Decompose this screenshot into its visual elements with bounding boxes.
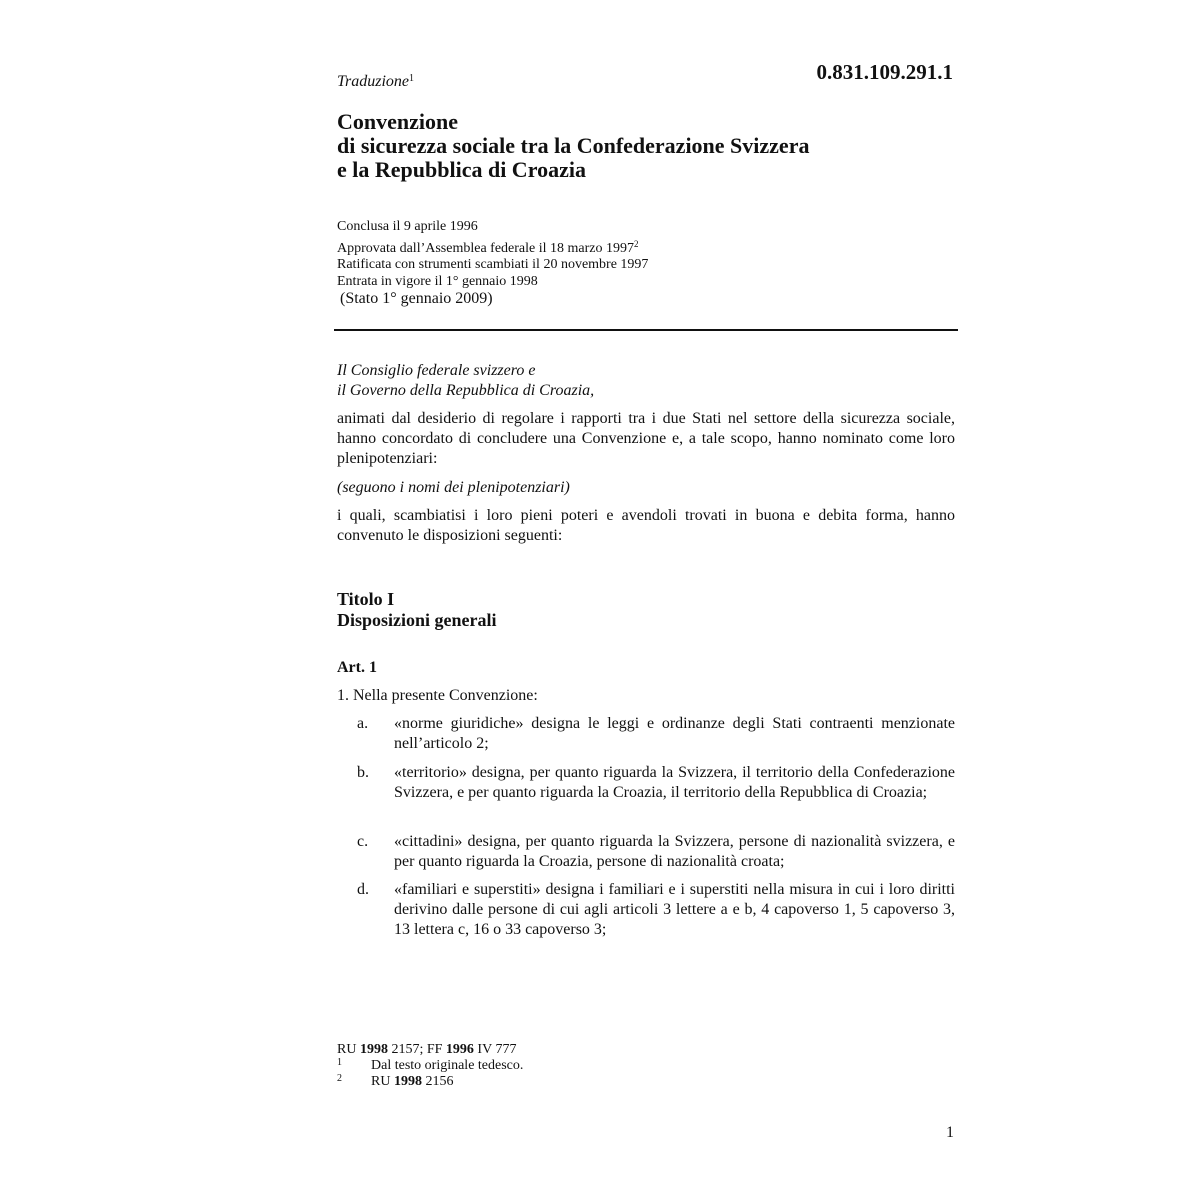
footnote-number: 2 bbox=[337, 1073, 342, 1084]
definition-text: «familiari e superstiti» designa i familiari e i superstiti nella misura in cui i loro diritti derivino dalle persone di cui agli articoli 3 lettere a e b, 4 capoverso 1, 5 capoverso 3, 13 lettera c, 16 o 33 capoverso 3; bbox=[394, 881, 955, 938]
title-number: Titolo I bbox=[337, 589, 395, 609]
header-divider bbox=[334, 329, 958, 331]
definition-text: «norme giuridiche» designa le leggi e ordinanze degli Stati contraenti menzionate nell’articolo 2; bbox=[394, 715, 955, 752]
footnote-text: Dal testo originale tedesco. bbox=[371, 1058, 524, 1073]
source-ru-label: RU bbox=[337, 1042, 360, 1057]
source-ru-page: 2157; FF bbox=[387, 1042, 446, 1057]
footnotes bbox=[337, 1042, 524, 1090]
concluded-date: Conclusa il 9 aprile 1996 bbox=[337, 219, 478, 234]
footnote-number: 1 bbox=[337, 1057, 342, 1068]
footnote-ref-1[interactable]: 1 bbox=[409, 73, 415, 84]
footnote-ru-year: 1998 bbox=[393, 1074, 422, 1089]
title-line-2: di sicurezza sociale tra la Confederazione Svizzera bbox=[337, 133, 810, 158]
definition-letter: b. bbox=[357, 764, 369, 781]
definition-letter: a. bbox=[357, 715, 369, 732]
preamble-closing: i quali, scambiatisi i loro pieni poteri e avendoli trovati in buona e debita forma, hanno convenuto le disposizioni seguenti: bbox=[337, 507, 955, 544]
party-croatia: il Governo della Repubblica di Croazia, bbox=[337, 382, 595, 399]
footnote-text bbox=[371, 1074, 453, 1090]
approved-date bbox=[337, 236, 957, 258]
footnote-ru-label: RU bbox=[371, 1074, 394, 1089]
translation-label: Traduzione bbox=[337, 73, 410, 90]
sr-number: 0.831.109.291.1 bbox=[816, 60, 953, 84]
page-number: 1 bbox=[946, 1124, 954, 1141]
preamble-paragraph: animati dal desiderio di regolare i rapporti tra i due Stati nel settore della sicurezza sociale, hanno concordato di concludere una Convenzione e, a tale scopo, hanno nominato come loro plenipotenziari: bbox=[337, 410, 955, 467]
definition-letter: d. bbox=[357, 881, 369, 898]
document-metadata bbox=[337, 219, 957, 290]
status-date: (Stato 1° gennaio 2009) bbox=[340, 290, 493, 307]
title-heading bbox=[337, 589, 497, 631]
source-ru-year: 1998 bbox=[359, 1042, 388, 1057]
plenipotentiaries-note: (seguono i nomi dei plenipotenziari) bbox=[337, 479, 570, 496]
title-line-1: Convenzione bbox=[337, 109, 458, 134]
title-line-3: e la Repubblica di Croazia bbox=[337, 157, 586, 182]
definition-text: «territorio» designa, per quanto riguarda la Svizzera, il territorio della Confederazione Svizzera, e per quanto riguarda la Croazia, il territorio della Repubblica di Croazia; bbox=[394, 764, 955, 801]
preamble-parties bbox=[337, 361, 957, 401]
article-intro: 1. Nella presente Convenzione: bbox=[337, 687, 538, 704]
footnote-ref-2[interactable]: 2 bbox=[634, 238, 639, 249]
party-switzerland: Il Consiglio federale svizzero e bbox=[337, 362, 536, 379]
source-ff-year: 1996 bbox=[445, 1042, 474, 1057]
footnote-2 bbox=[337, 1074, 516, 1090]
approved-date-text: Approvata dall’Assemblea federale il 18 marzo 1997 bbox=[337, 240, 635, 256]
document-title bbox=[337, 110, 957, 182]
article-heading: Art. 1 bbox=[337, 659, 377, 676]
ratified-date: Ratificata con strumenti scambiati il 20 novembre 1997 bbox=[337, 257, 649, 272]
source-ff-page: IV 777 bbox=[473, 1042, 517, 1057]
title-name: Disposizioni generali bbox=[337, 610, 497, 630]
definition-text: «cittadini» designa, per quanto riguarda la Svizzera, persone di nazionalità svizzera, e per quanto riguarda la Croazia, persone di nazionalità croata; bbox=[394, 833, 955, 870]
entry-into-force-date: Entrata in vigore il 1° gennaio 1998 bbox=[337, 273, 538, 289]
source-reference bbox=[337, 1042, 516, 1058]
footnote-ru-page: 2156 bbox=[421, 1074, 454, 1089]
definition-letter: c. bbox=[357, 833, 369, 850]
footnote-1 bbox=[337, 1057, 524, 1074]
translation-note bbox=[337, 73, 414, 91]
